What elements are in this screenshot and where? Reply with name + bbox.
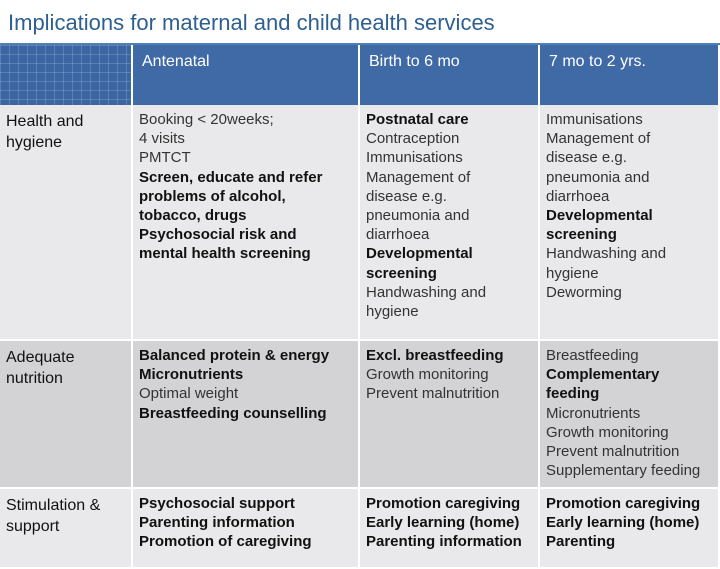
cell-line: tobacco, drugs [139, 207, 247, 225]
cell-line: Parenting information [139, 514, 295, 532]
cell-line: Early learning (home) [366, 514, 520, 532]
cell-line: Postnatal care [366, 111, 469, 128]
cell-line: Optimal weight [139, 385, 239, 403]
cell-line: pneumonia and [366, 207, 470, 225]
cell-line: Developmental [546, 207, 653, 225]
cell-line: Supplementary feeding [546, 462, 701, 480]
cell-line: Promotion of caregiving [139, 533, 312, 551]
header-corner [0, 45, 133, 105]
cell-line: Contraception [366, 130, 460, 148]
cell-line: Prevent malnutrition [366, 385, 500, 403]
row-label-stimulation-support: Stimulation & support [0, 489, 133, 569]
table-row [0, 341, 720, 489]
header-antenatal: Antenatal [133, 45, 360, 105]
cell-line: Growth monitoring [366, 366, 489, 384]
table-cell [540, 341, 720, 489]
cell-line: Promotion caregiving [366, 495, 521, 512]
cell-line: screening [546, 226, 617, 244]
header-birth-to-6-mo: Birth to 6 mo [360, 45, 540, 105]
row-label-adequate-nutrition: Adequate nutrition [0, 341, 133, 489]
cell-line: Balanced protein & energy [139, 347, 330, 364]
cell-line: Growth monitoring [546, 423, 669, 441]
row-label-health-hygiene: Health and hygiene [0, 105, 133, 341]
table-cell [540, 105, 720, 341]
cell-line: Psychosocial risk and [139, 226, 297, 244]
cell-line: Management of [366, 168, 471, 186]
cell-line: Breastfeeding counselling [139, 404, 327, 422]
cell-line: PMTCT [139, 149, 191, 167]
cell-line: hygiene [546, 264, 599, 282]
cell-line: Micronutrients [546, 404, 641, 422]
cell-line: 4 visits [139, 130, 185, 148]
table-cell [360, 489, 540, 569]
table-row [0, 105, 720, 341]
cell-line: Parenting information [366, 533, 522, 551]
cell-line: Handwashing and [366, 283, 487, 301]
cell-line: hygiene [366, 303, 419, 321]
table-cell [133, 489, 360, 569]
cell-line: problems of alcohol, [139, 187, 286, 205]
cell-line: Deworming [546, 283, 622, 301]
cell-line: Breastfeeding [546, 347, 639, 364]
header-row [0, 45, 720, 105]
cell-line: Booking < 20weeks; [139, 111, 274, 128]
cell-line: Early learning (home) [546, 514, 700, 532]
cell-line: Parenting [546, 533, 616, 551]
cell-line: mental health screening [139, 245, 311, 263]
cell-line: diarrhoea [366, 226, 430, 244]
table-cell [360, 341, 540, 489]
slide-title: Implications for maternal and child health services [8, 10, 495, 35]
cell-line: Screen, educate and refer [139, 168, 323, 186]
cell-line: pneumonia and [546, 168, 650, 186]
cell-line: Prevent malnutrition [546, 443, 680, 461]
table-cell [133, 105, 360, 341]
header-7-mo-to-2-yrs: 7 mo to 2 yrs. [540, 45, 720, 105]
services-table [0, 45, 720, 569]
cell-line: Immunisations [546, 111, 643, 128]
cell-line: Immunisations [366, 149, 463, 167]
table-cell [133, 341, 360, 489]
cell-line: Complementary [546, 366, 660, 384]
cell-line: screening [366, 264, 437, 282]
cell-line: Excl. breastfeeding [366, 347, 504, 364]
cell-line: disease e.g. [366, 187, 447, 205]
cell-line: Developmental [366, 245, 473, 263]
cell-line: Psychosocial support [139, 495, 295, 512]
cell-line: Handwashing and [546, 245, 667, 263]
cell-line: disease e.g. [546, 149, 627, 167]
cell-line: feeding [546, 385, 600, 403]
table-row [0, 489, 720, 569]
cell-line: Promotion caregiving [546, 495, 701, 512]
cell-line: Management of [546, 130, 651, 148]
cell-line: diarrhoea [546, 187, 610, 205]
table-cell [360, 105, 540, 341]
cell-line: Micronutrients [139, 366, 244, 384]
table-cell [540, 489, 720, 569]
